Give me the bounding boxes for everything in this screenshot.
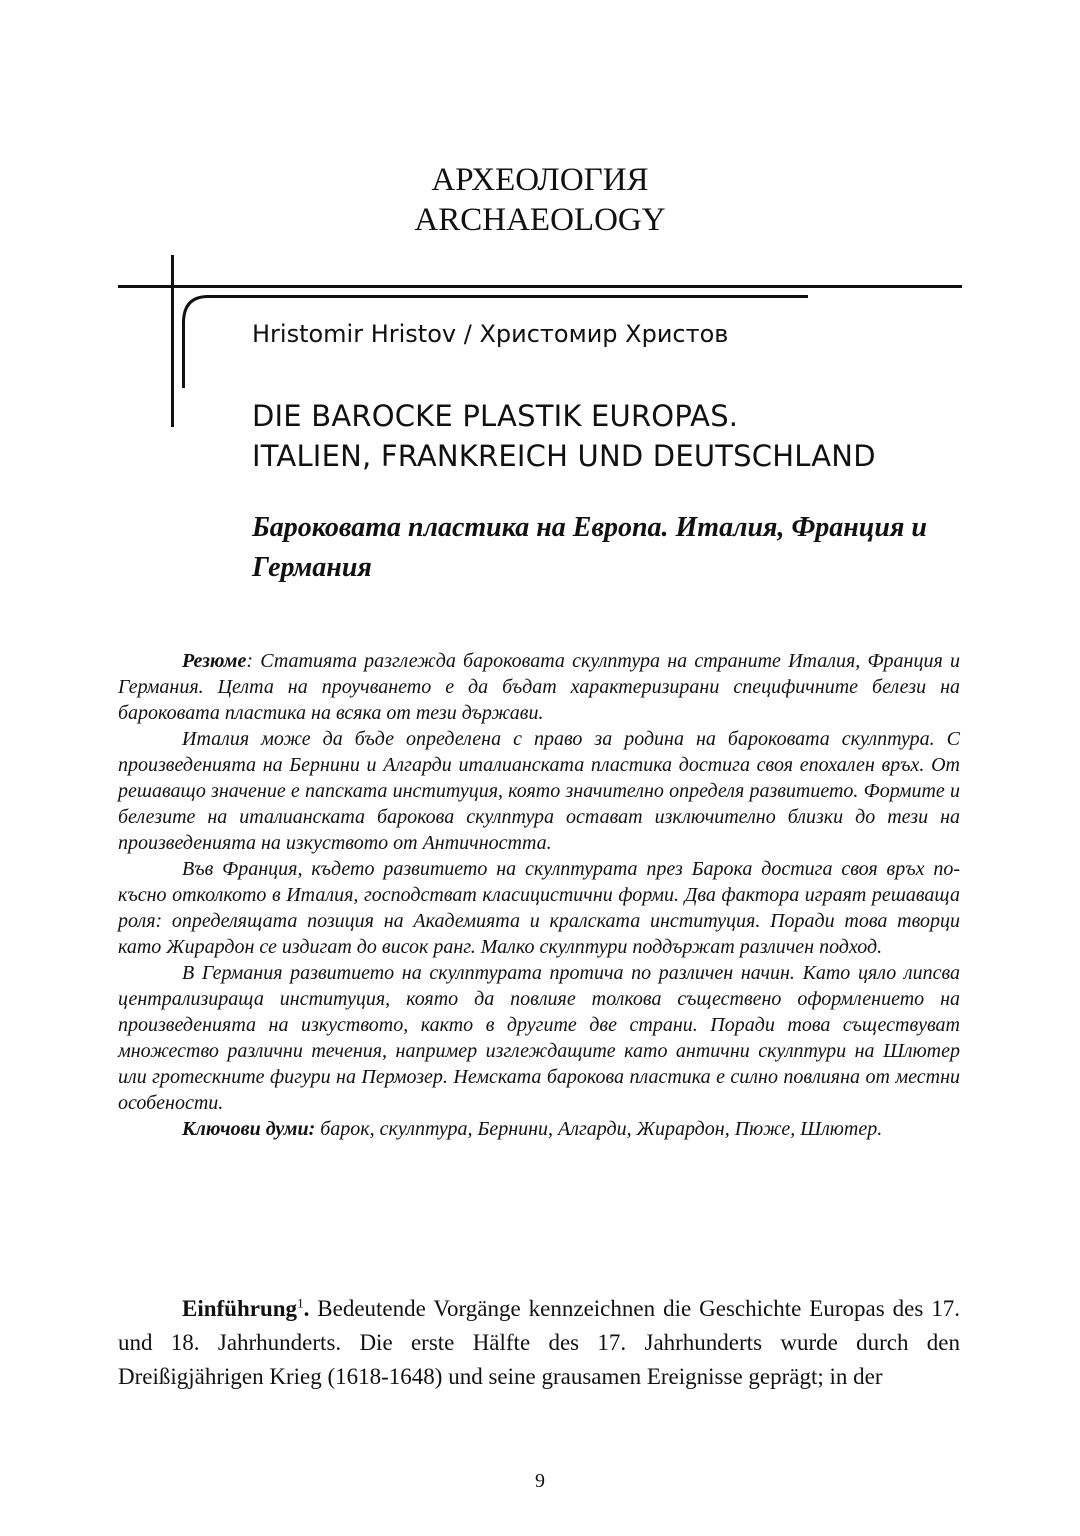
abstract <box>118 648 960 1142</box>
keywords-text: барок, скулптура, Бернини, Алгарди, Жирардон, Пюже, Шлютер. <box>315 1118 883 1140</box>
section-heading-bg: АРХЕОЛОГИЯ <box>431 162 649 198</box>
rule-inner-vertical <box>182 322 185 388</box>
introduction <box>118 1292 960 1394</box>
rule-inner-horizontal <box>206 295 808 298</box>
abstract-paragraph <box>118 648 960 726</box>
article-title-de <box>252 396 876 476</box>
intro-label-end: . <box>303 1296 310 1321</box>
section-heading-en: ARCHAEOLOGY <box>414 202 666 238</box>
keywords-label: Ключови думи: <box>182 1118 316 1140</box>
abstract-label: Резюме <box>182 650 247 672</box>
abstract-paragraph: Във Франция, където развитието на скулптурата през Барока достига своя връх по-късно отколкото в Италия, господстват класицистични форми. Два фактора играят решаваща роля: определящата позиция на Академията и кралската институция. Поради това творци като Жирардон се издигат до висок ранг. Малко скулптури поддържат различен подход. <box>118 858 960 958</box>
page-number: 9 <box>535 1470 545 1492</box>
rule-inner-curve <box>178 292 212 326</box>
rule-top-vertical <box>171 255 174 427</box>
article-title-bg: Бароковата пластика на Европа. Италия, Франция и Германия <box>252 512 927 583</box>
section-heading <box>0 160 1080 240</box>
abstract-paragraph: Италия може да бъде определена с право за родина на бароковата скулптура. С произведенията на Бернини и Алгарди италианската пластика достига своя епохален връх. От решаващо значение е папската институция, която значително определя развитието. Формите и белезите на италианската барокова скулптура остават изключително близки до тези на произведенията на изкуството от Античността. <box>118 728 960 854</box>
abstract-paragraph: В Германия развитието на скулптурата протича по различен начин. Като цяло липсва централизираща институция, която да повлияе толкова съществено оформлението на произведенията на изкуството, както в другите две страни. Поради това съществуват множество различни течения, например изглеждащите като антични скулптури на Шлютер или гротескните фигури на Пермозер. Немската барокова пластика е силно повлияна от местни особености. <box>118 962 960 1114</box>
keywords-paragraph <box>118 1116 960 1142</box>
article-title-de-line2: ITALIEN, FRANKREICH UND DEUTSCHLAND <box>252 439 876 473</box>
intro-label: Einführung <box>182 1296 298 1321</box>
footnote-marker: 1 <box>297 1295 304 1311</box>
article-title-de-line1: DIE BAROCKE PLASTIK EUROPAS. <box>252 399 739 433</box>
abstract-text: : Статията разглежда бароковата скулптура на страните Италия, Франция и Германия. Целта на проучването е да бъдат характеризирани специфичните белези на бароковата пластика на всяка от тези държави. <box>118 650 960 724</box>
rule-top-horizontal <box>118 285 962 288</box>
author-line: Hristomir Hristov / Христомир Христов <box>252 320 729 348</box>
intro-text: Bedeutende Vorgänge kennzeichnen die Geschichte Europas des 17. und 18. Jahrhunderts. Die erste Hälfte des 17. Jahrhunderts wurde durch den Dreißigjährigen Krieg (1618-1648) und seine grausamen Ereignisse geprägt; in der <box>118 1296 960 1389</box>
intro-paragraph <box>118 1292 960 1394</box>
